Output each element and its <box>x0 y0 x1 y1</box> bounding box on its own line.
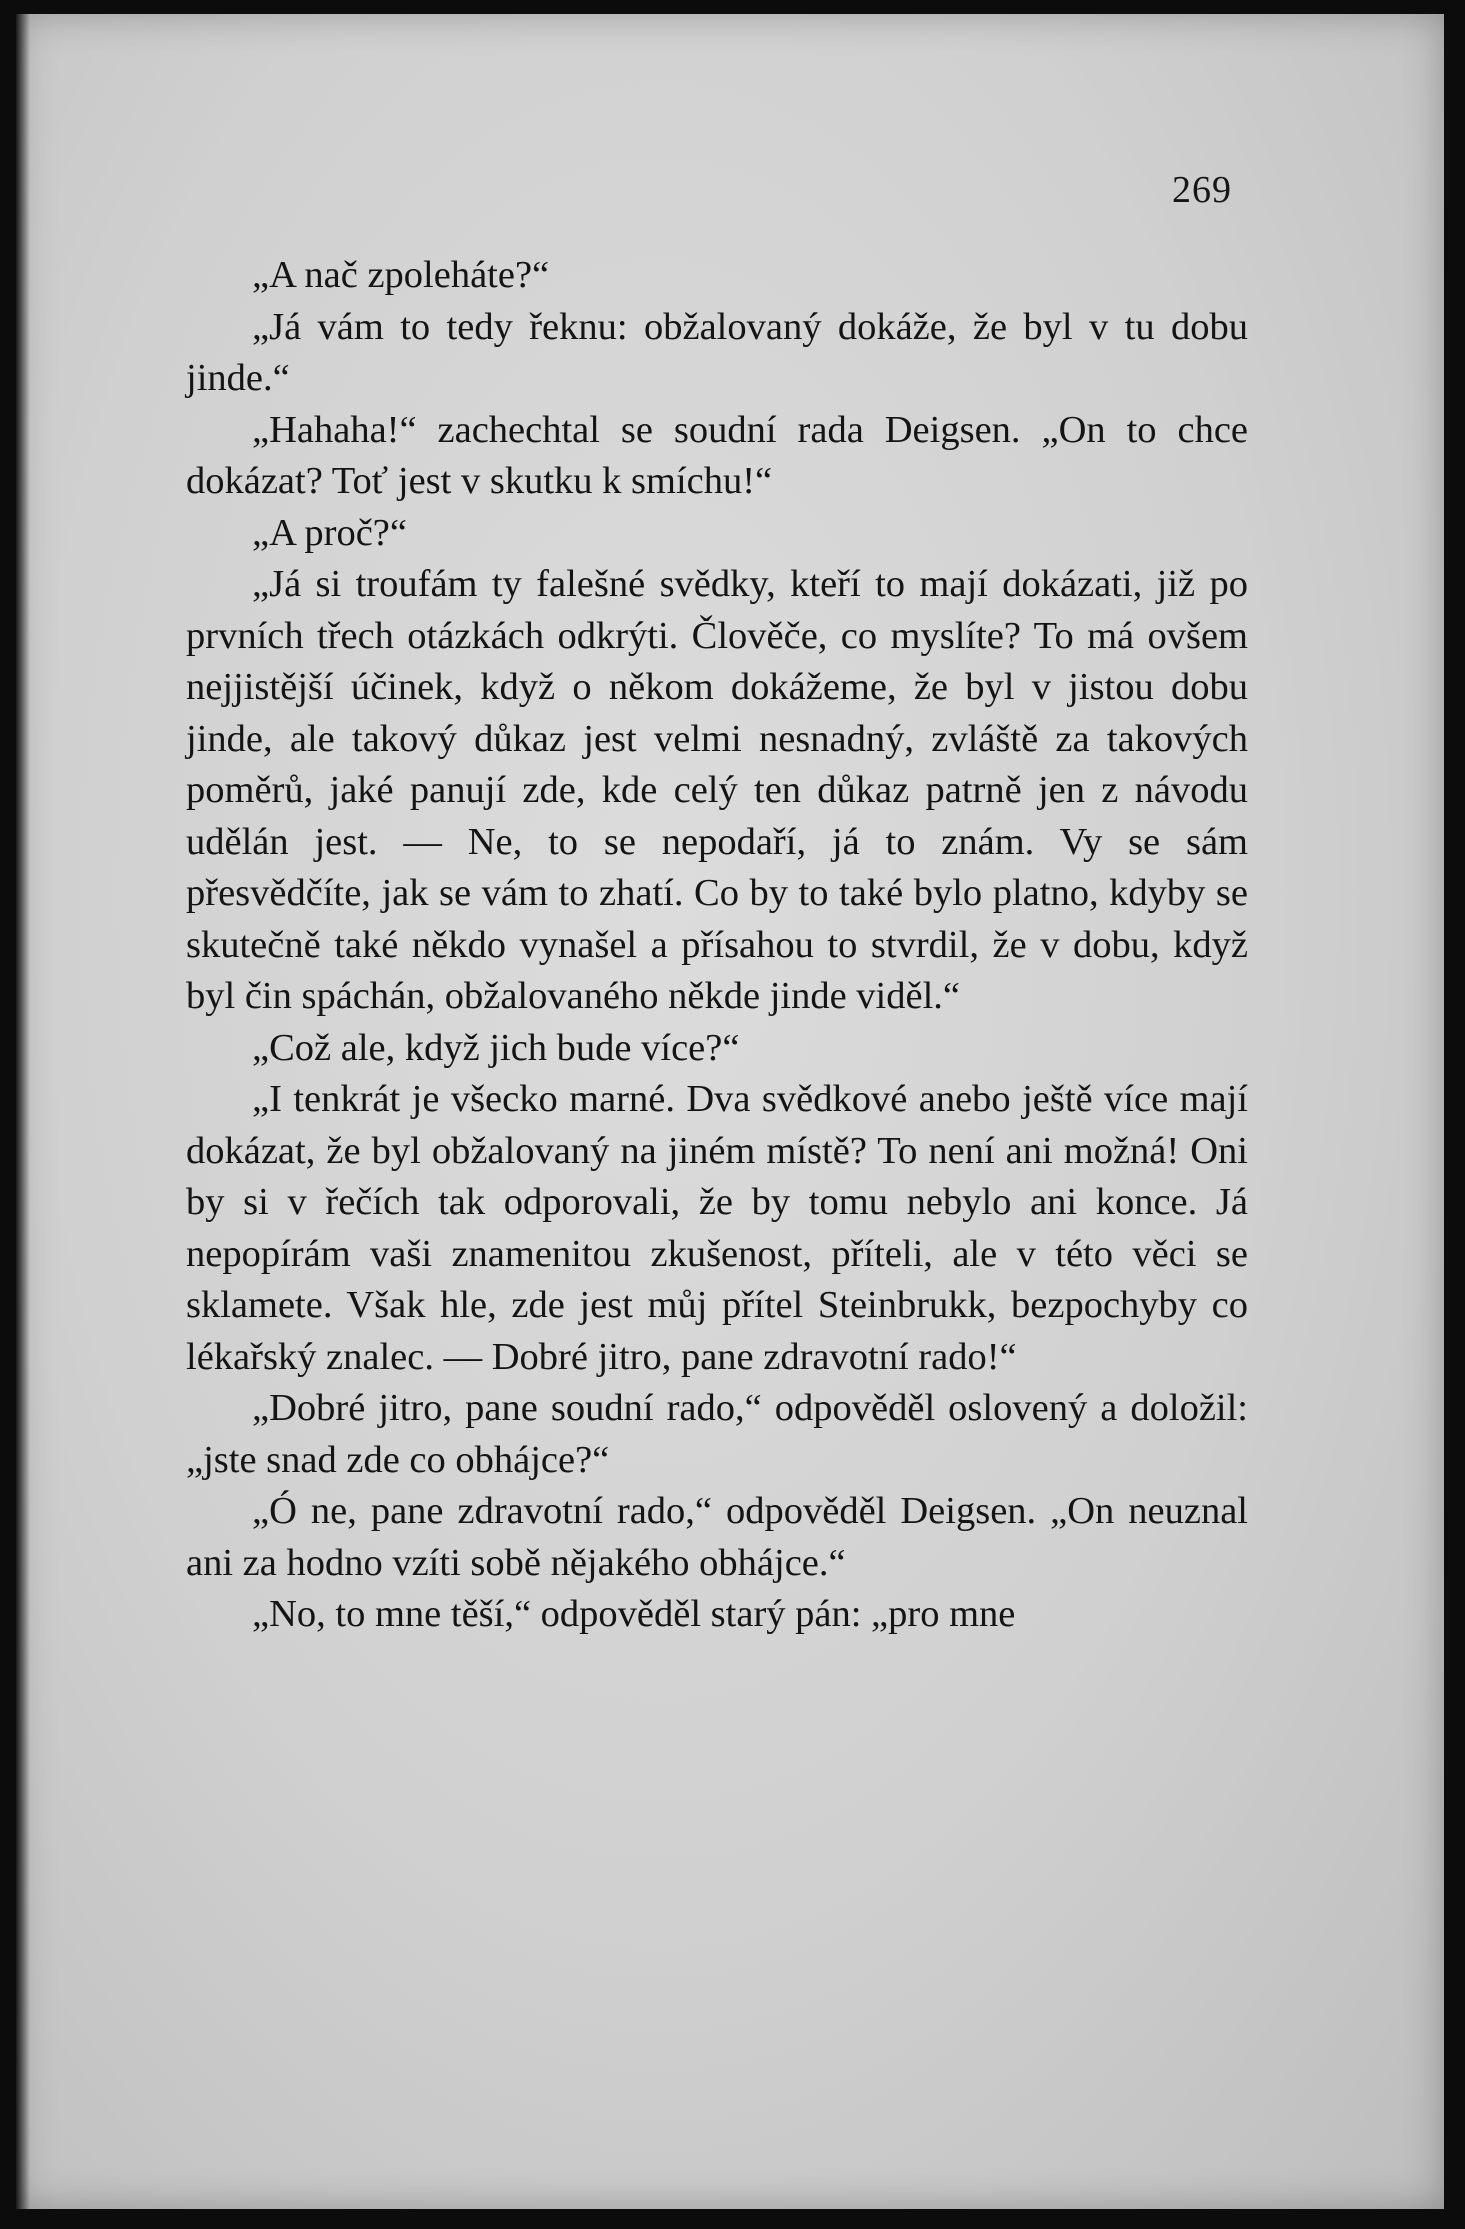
paragraph: „Já si troufám ty falešné svědky, kteří to mají dokázati, již po prvních třech otázkách odkrýti. Člověče, co myslíte? To má ovšem nejjistější účinek, když o někom dokážeme, že byl v jistou dobu jinde, ale takový důkaz jest velmi nesnadný, zvláště za takových poměrů, jaké panují zde, kde celý ten důkaz patrně jen z návodu udělán jest. — Ne, to se nepodaří, já to znám. Vy se sám přesvědčíte, jak se vám to zhatí. Co by to také bylo platno, kdyby se skutečně také někdo vynašel a přísahou to stvrdil, že v dobu, když byl čin spáchán, obžalovaného někde jinde viděl.“ <box>186 563 1248 1017</box>
paragraph: „A nač zpoleháte?“ <box>252 254 550 296</box>
paragraph: „Dobré jitro, pane soudní rado,“ odpověděl oslovený a doložil: „jste snad zde co obhájce?“ <box>186 1387 1248 1481</box>
paragraph: „No, to mne těší,“ odpověděl starý pán: „pro mne <box>252 1593 1016 1635</box>
paragraph: „Hahaha!“ zachechtal se soudní rada Deigsen. „On to chce dokázat? Toť jest v skutku k smíchu!“ <box>186 408 1248 502</box>
paragraph: „Já vám to tedy řeknu: obžalovaný dokáže, že byl v tu dobu jinde.“ <box>186 305 1248 399</box>
page-binding-shadow <box>16 14 30 2209</box>
page-text <box>186 250 1248 1641</box>
paragraph: „Ó ne, pane zdravotní rado,“ odpověděl Deigsen. „On neuznal ani za hodno vzíti sobě nějakého obhájce.“ <box>186 1490 1248 1584</box>
page-number: 269 <box>1172 169 1232 211</box>
paragraph: „A proč?“ <box>252 511 407 554</box>
paragraph: „I tenkrát je všecko marné. Dva svědkové anebo ještě více mají dokázat, že byl obžalovaný na jiném místě? To není ani možná! Oni by si v řečích tak odporovali, že by tomu nebylo ani konce. Já nepopírám vaši znamenitou zkušenost, příteli, ale v této věci se sklamete. Však hle, zde jest můj přítel Steinbrukk, bezpochyby co lékařský znalec. — Dobré jitro, pane zdravotní rado!“ <box>186 1078 1248 1378</box>
paragraph: „Což ale, když jich bude více?“ <box>252 1026 740 1069</box>
